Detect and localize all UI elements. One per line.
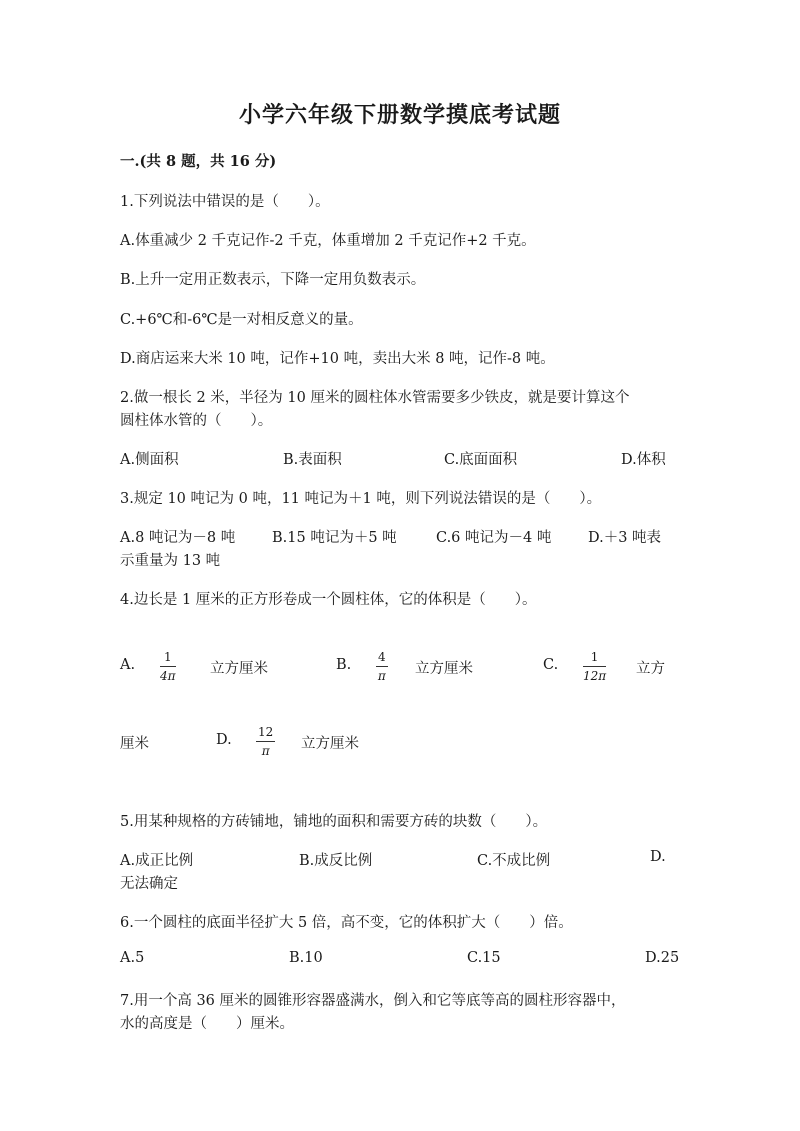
question-5-option-a: A.成正比例	[120, 853, 194, 869]
question-4-option-c-label: C.	[543, 657, 559, 673]
question-4-option-b-label: B.	[336, 657, 352, 673]
question-2-stem-line2: 圆柱体水管的（ ）。	[120, 413, 273, 429]
question-2-option-d: D.体积	[621, 452, 666, 468]
question-7-stem-line1: 7.用一个高 36 厘米的圆锥形容器盛满水，倒入和它等底等高的圆柱形容器中，	[120, 993, 626, 1009]
question-4-option-a-fraction	[160, 650, 176, 683]
question-4-option-d-label: D.	[216, 732, 232, 748]
question-2-option-a: A.侧面积	[120, 452, 179, 468]
page-title: 小学六年级下册数学摸底考试题	[238, 102, 561, 128]
question-4-option-a-unit: 立方厘米	[210, 661, 268, 677]
question-2-stem-line1: 2.做一根长 2 米，半径为 10 厘米的圆柱体水管需要多少铁皮，就是要计算这个	[120, 390, 630, 406]
fraction-bar	[160, 666, 176, 667]
section-heading: 一.(共 8 题，共 16 分)	[120, 153, 277, 170]
question-4-option-c-unit: 立方	[636, 661, 665, 677]
question-5-option-d-cont: 无法确定	[120, 876, 178, 892]
fraction-numerator: 1	[590, 650, 599, 664]
question-3-option-b: B.15 吨记为＋5 吨	[272, 530, 397, 546]
question-1-option-c: C.+6℃和-6℃是一对相反意义的量。	[120, 312, 363, 328]
question-1-option-a: A.体重减少 2 千克记作-2 千克，体重增加 2 千克记作+2 千克。	[120, 233, 536, 249]
question-3-stem: 3.规定 10 吨记为 0 吨，11 吨记为＋1 吨，则下列说法错误的是（ ）。	[120, 491, 602, 507]
fraction-numerator: 12	[258, 725, 274, 739]
fraction-denominator: 4π	[160, 669, 176, 683]
fraction-numerator: 4	[378, 650, 386, 664]
question-4-stem: 4.边长是 1 厘米的正方形卷成一个圆柱体，它的体积是（ ）。	[120, 592, 537, 608]
question-5-option-c: C.不成比例	[477, 853, 551, 869]
fraction-denominator: π	[261, 744, 270, 758]
question-6-option-d: D.25	[645, 950, 680, 966]
question-3-option-d: D.＋3 吨表	[588, 530, 662, 546]
fraction-bar	[256, 741, 275, 742]
question-1-option-d: D.商店运来大米 10 吨，记作+10 吨，卖出大米 8 吨，记作-8 吨。	[120, 351, 555, 367]
question-4-option-c-fraction	[583, 650, 606, 683]
question-4-option-b-fraction	[376, 650, 388, 683]
fraction-bar	[583, 666, 606, 667]
question-6-option-c: C.15	[467, 950, 501, 966]
question-5-option-d: D.	[650, 849, 666, 865]
fraction-denominator: π	[377, 669, 386, 683]
question-1-option-b: B.上升一定用正数表示，下降一定用负数表示。	[120, 272, 426, 288]
question-6-option-b: B.10	[289, 950, 323, 966]
question-5-stem: 5.用某种规格的方砖铺地，铺地的面积和需要方砖的块数（ ）。	[120, 814, 548, 830]
question-3-option-a: A.8 吨记为－8 吨	[120, 530, 236, 546]
question-4-option-b-unit: 立方厘米	[415, 661, 473, 677]
question-6-stem: 6.一个圆柱的底面半径扩大 5 倍，高不变，它的体积扩大（ ）倍。	[120, 915, 573, 931]
fraction-numerator: 1	[163, 650, 172, 664]
question-7-stem-line2: 水的高度是（ ）厘米。	[120, 1016, 294, 1032]
question-3-option-d-cont: 示重量为 13 吨	[120, 553, 221, 569]
question-4-option-d-unit: 立方厘米	[301, 736, 359, 752]
fraction-denominator: 12π	[583, 669, 607, 683]
question-3-option-c: C.6 吨记为－4 吨	[436, 530, 552, 546]
question-4-option-c-unit-cont: 厘米	[120, 736, 149, 752]
fraction-bar	[376, 666, 388, 667]
question-4-option-d-fraction	[256, 725, 275, 758]
question-4-option-a-label: A.	[120, 657, 136, 673]
question-2-option-c: C.底面面积	[444, 452, 518, 468]
question-5-option-b: B.成反比例	[299, 853, 373, 869]
question-1-stem: 1.下列说法中错误的是（ ）。	[120, 194, 330, 210]
question-6-option-a: A.5	[120, 950, 145, 966]
question-2-option-b: B.表面积	[283, 452, 342, 468]
